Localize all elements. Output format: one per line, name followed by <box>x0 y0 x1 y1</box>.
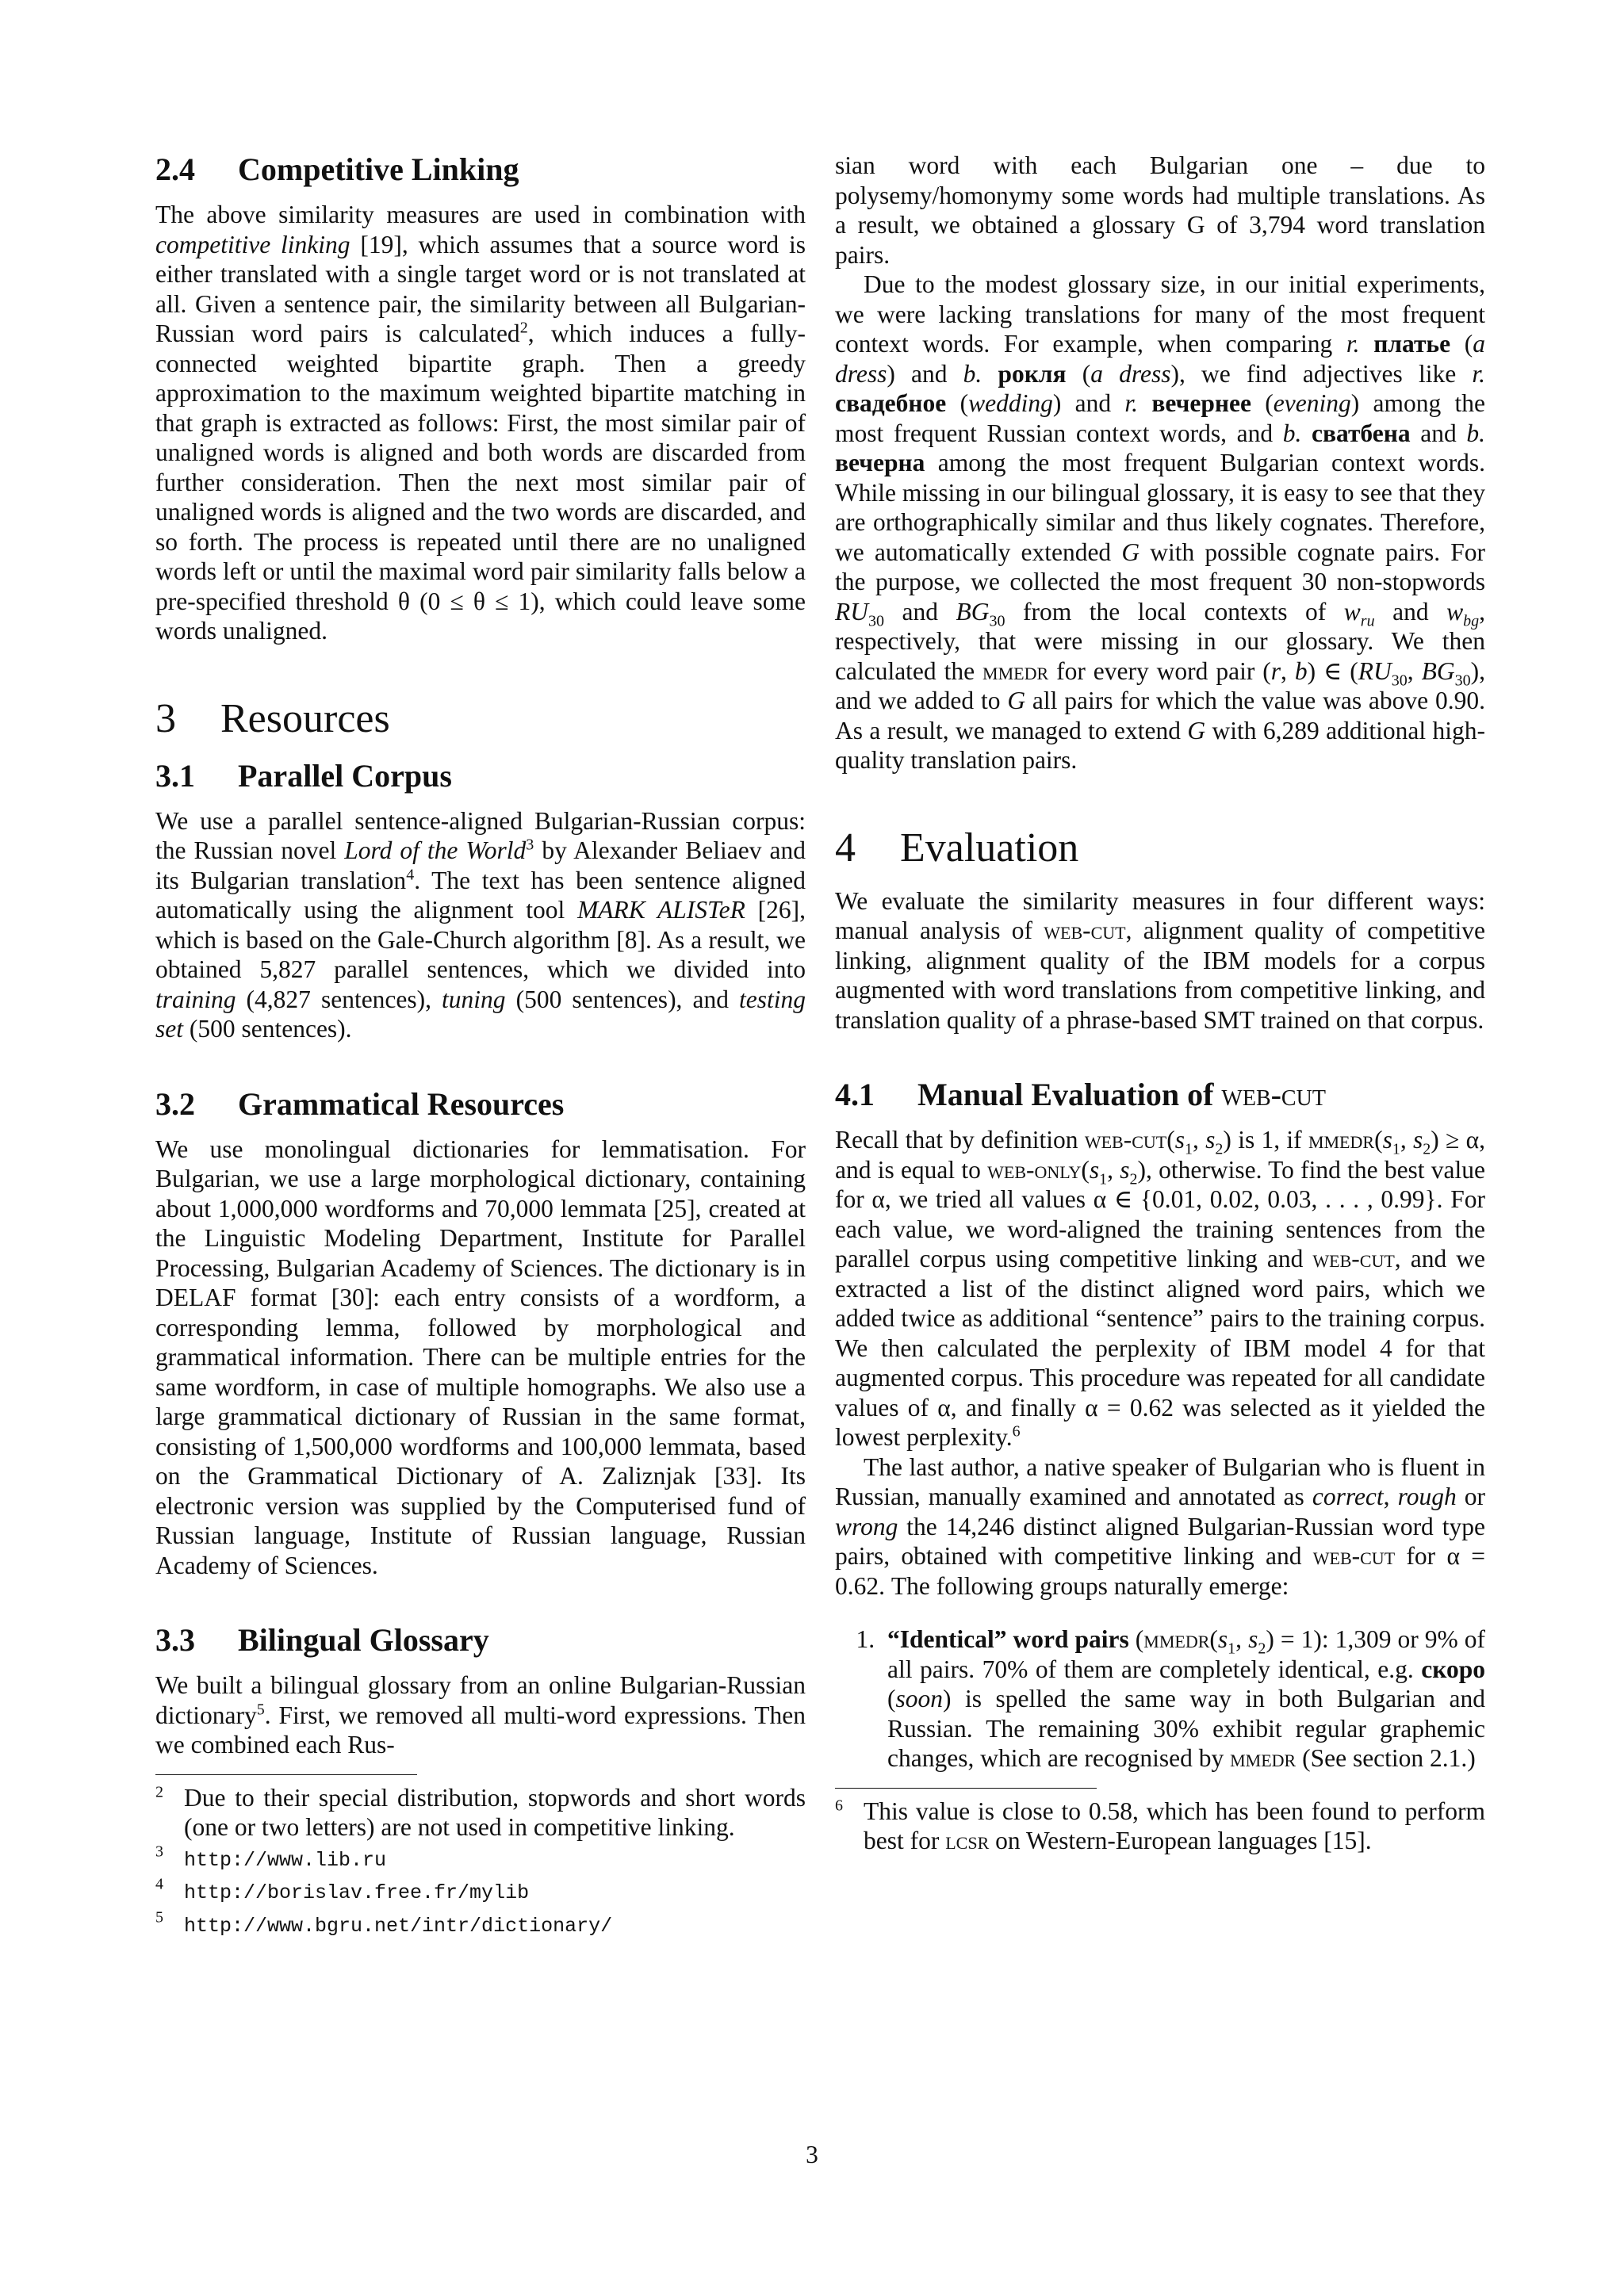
right-column <box>835 151 1485 1856</box>
footnote-5-link[interactable]: http://www.bgru.net/intr/dictionary/ <box>184 1914 613 1938</box>
footnote-3: $^3$ http://www.lib.ru <box>155 1843 387 1872</box>
section-4-1-heading: 4.1 Manual Evaluation of web-cut <box>835 1077 1326 1112</box>
footnote-4: $^4$ http://borislav.free.fr/mylib <box>155 1875 530 1904</box>
section-3-1-paragraph: We use a parallel sentence-aligned Bulgarian-Russian corpus: the Russian novel Lord of the World$^3$ by Alexander Beliaev and its Bulgarian translation$^4$. The text has been sentence aligned automatically using the alignment tool MARK ALISTeR [26], which is based on the Gale-Church algorithm [8]. As a result, we obtained 5,827 parallel sentences, which we divided into training (4,827 sentences), tuning (500 sentences), and testing set (500 sentences). <box>155 806 806 1043</box>
section-4-1-paragraph: Recall that by definition web-$cut(s_1$, $s_2$) is 1, if $mmedr(s_1$, $s_2) \ge \alpha$, and is equal to web-$only(s_1$, $s_2$), otherwise. To find the best value for α, we tried all values α ∈ {0.01, 0.02, 0.03, . . . , 0.99}. For each value, we word-aligned the training sentences from the parallel corpus using competitive linking and web-cut, and we extracted a list of the distinct aligned word pairs, which we added twice as additional “sentence” pairs to the training corpus. We then calculated the perplexity of IBM model 4 for that augmented corpus. This procedure was repeated for all candidate values of α, and finally α = 0.62 was selected as it yielded the lowest perplexity.$^6$ <box>835 1126 1485 1451</box>
footnote-rule-left <box>155 1774 417 1775</box>
section-3-heading: 3 Resources <box>155 695 390 741</box>
glossary-continued-paragraph: sian word with each Bulgarian one – due to polysemy/homonymy some words had multiple translations. As a result, we obtained a glossary G of 3,794 word translation pairs. <box>835 151 1485 269</box>
annotation-paragraph: The last author, a native speaker of Bulgarian who is fluent in Russian, manually examined and annotated as correct, rough or wrong the 14,246 distinct aligned Bulgarian-Russian word type pairs, obtained with competitive linking and web-cut for α = 0.62. The following groups naturally emerge: <box>835 1452 1486 1600</box>
section-3-3-paragraph: We built a bilingual glossary from an online Bulgarian-Russian dictionary$^5$. First, we removed all multi-word expressions. Then we combined each Rus- <box>155 1671 806 1758</box>
footnote-2: $^2$ Due to their special distribution, stopwords and short words (one or two letters) are not used in competitive linking. <box>155 1783 806 1841</box>
section-3-1-heading: 3.1 Parallel Corpus <box>155 757 452 794</box>
section-2-4-paragraph: The above similarity measures are used in combination with competitive linking [19], which assumes that a source word is either translated with a single target word or is not translated at all. Given a sentence pair, the similarity between all Bulgarian-Russian word pairs is calculated$^2$, which induces a fully-connected weighted bipartite graph. Then a greedy approximation to the maximum weighted bipartite matching in that graph is extracted as follows: First, the most similar pair of unaligned words is aligned and both words are discarded from further consideration. Then the next most similar pair of unaligned words is aligned and the two words are discarded, and so forth. The process is repeated until there are no unaligned words left or until the maximal word pair similarity falls below a pre-specified threshold θ (0 ≤ θ ≤ 1), which could leave some words unaligned. <box>155 201 806 645</box>
section-4-paragraph: We evaluate the similarity measures in four different ways: manual analysis of web-cut, alignment quality of competitive linking, alignment quality of the IBM models for a corpus augmented with word translations from competitive linking, and translation quality of a phrase-based SMT trained on that corpus. <box>835 886 1485 1034</box>
footnote-6: $^6$ This value is close to 0.58, which has been found to perform best for lcsr on Western-European languages [15]. <box>835 1797 1485 1854</box>
footnote-4-link[interactable]: http://borislav.free.fr/mylib <box>184 1881 530 1904</box>
cognate-extension-paragraph: Due to the modest glossary size, in our initial experiments, we were lacking translations for many of the most frequent context words. For example, when comparing r. платье (a dress) and b. рокля (a dress), we find adjectives like r. свадебное (wedding) and r. вечернее (evening) among the most frequent Russian context words, and b. сватбена and b. вечерна among the most frequent Bulgarian context words. While missing in our bilingual glossary, it is easy to see that they are orthographically similar and thus likely cognates. Therefore, we automatically extended G with possible cognate pairs. For the purpose, we collected the most frequent 30 non-stopwords $RU_{30}$ and $BG_{30}$ from the local contexts of $w_{ru}$ and $w_{bg}$, respectively, that were missing in our glossary. We then calculated the mmedr for every word pair (r, b) ∈ ($RU_{30}$, $BG_{30}$), and we added to G all pairs for which the value was above 0.90. As a result, we managed to extend G with 6,289 additional high-quality translation pairs. <box>835 270 1486 774</box>
footnote-rule-right <box>835 1788 1097 1789</box>
footnote-5: $^5$ http://www.bgru.net/intr/dictionary/ <box>155 1908 613 1938</box>
footnote-ref-3: 3 <box>526 836 534 854</box>
footnote-ref-4: 4 <box>406 866 415 883</box>
left-column <box>155 151 806 1941</box>
footnote-ref-6: 6 <box>1012 1422 1021 1441</box>
list-item: 1. “Identical” word pairs ($mmedr(s_1$, $s_2) = 1$): 1,309 or 9% of all pairs. 70% of them are completely identical, e.g. скоро (soon) is spelled the same way in both Bulgarian and Russian. The remaining 30% exhibit regular graphemic changes, which are recognised by mmedr (See section 2.1.) <box>881 1624 1485 1774</box>
section-3-3-heading: 3.3 Bilingual Glossary <box>155 1622 489 1658</box>
footnote-ref-5: 5 <box>256 1701 265 1718</box>
groups-list <box>835 1624 1485 1774</box>
section-4-heading: 4 Evaluation <box>835 825 1079 871</box>
section-3-2-paragraph: We use monolingual dictionaries for lemmatisation. For Bulgarian, we use a large morphological dictionary, containing about 1,000,000 wordforms and 70,000 lemmata [25], created at the Linguistic Modeling Department, Institute for Parallel Processing, Bulgarian Academy of Sciences. The dictionary is in DELAF format [30]: each entry consists of a wordform, a corresponding lemma, followed by morphological and grammatical information. There can be multiple entries for the same wordform, in case of multiple homographs. We also use a large grammatical dictionary of Russian in the same format, consisting of 1,500,000 wordforms and 100,000 lemmata, based on the Grammatical Dictionary of A. Zaliznjak [33]. Its electronic version was supplied by the Computerised fund of Russian language, Institute of Russian language, Russian Academy of Sciences. <box>155 1135 806 1579</box>
footnote-3-link[interactable]: http://www.lib.ru <box>184 1848 387 1872</box>
page-number: 3 <box>806 2141 818 2168</box>
section-3-2-heading: 3.2 Grammatical Resources <box>155 1085 565 1122</box>
footnote-ref-2: 2 <box>519 319 528 337</box>
section-2-4-heading: 2.4 Competitive Linking <box>155 151 519 187</box>
